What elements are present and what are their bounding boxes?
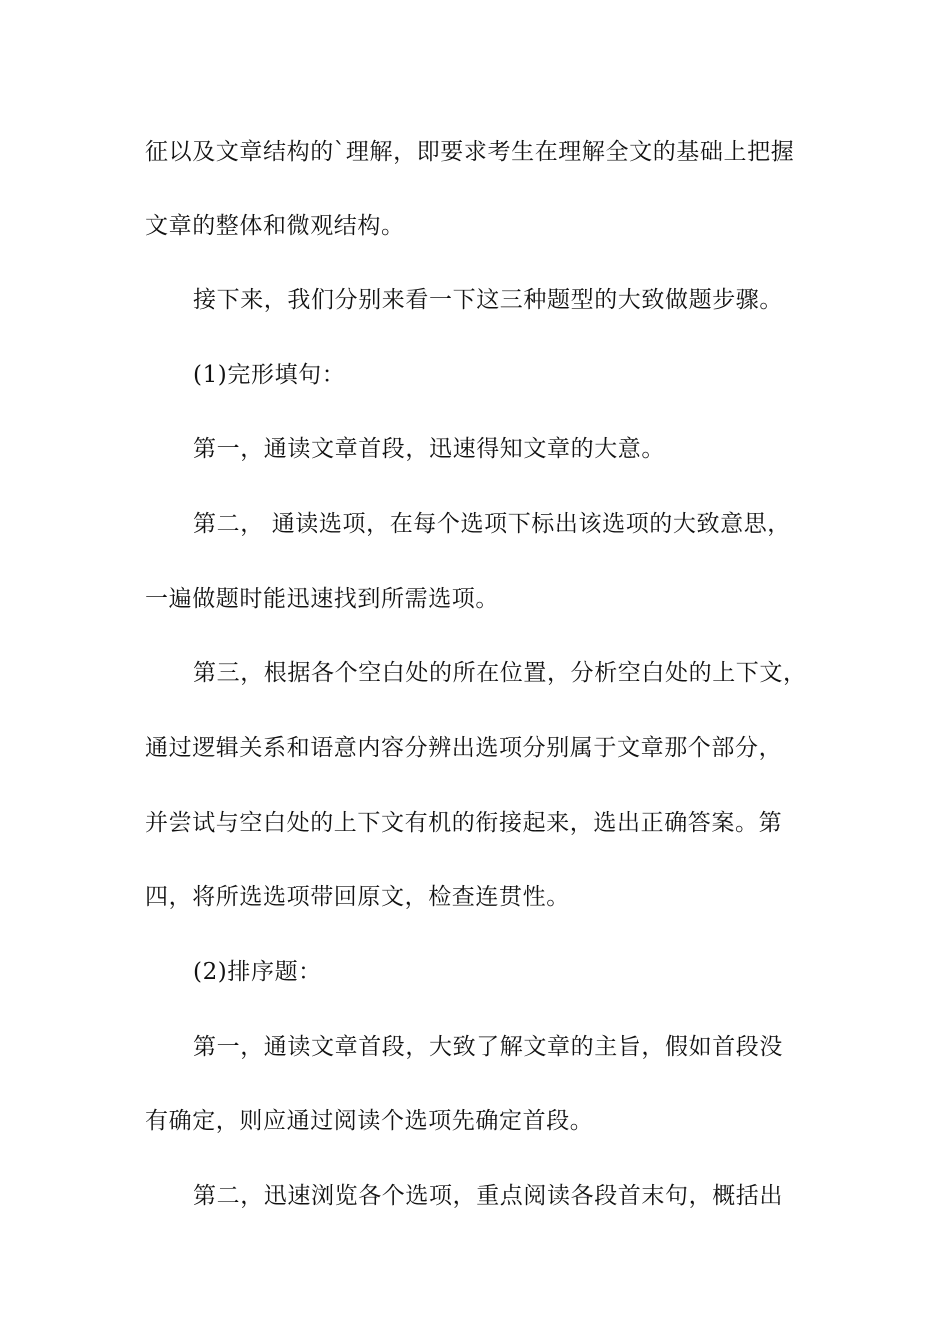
section-heading-1: (1)完形填句： xyxy=(193,362,346,388)
text-line-1: 征以及文章结构的`理解，即要求考生在理解全文的基础上把握 xyxy=(145,139,795,165)
text-line-3: 接下来，我们分别来看一下这三种题型的大致做题步骤。 xyxy=(193,287,783,313)
text-line-13: 第一，通读文章首段，大致了解文章的主旨，假如首段没 xyxy=(193,1034,783,1060)
section-heading-2: (2)排序题： xyxy=(193,959,322,985)
text-line-7: 一遍做题时能迅速找到所需选项。 xyxy=(145,586,499,612)
text-line-6: 第二， 通读选项，在每个选项下标出该选项的大致意思， xyxy=(193,511,791,537)
text-line-9: 通过逻辑关系和语意内容分辨出选项分别属于文章那个部分， xyxy=(145,735,783,761)
text-line-2: 文章的整体和微观结构。 xyxy=(145,213,405,239)
text-line-5: 第一，通读文章首段，迅速得知文章的大意。 xyxy=(193,436,665,462)
text-line-11: 四，将所选选项带回原文，检查连贯性。 xyxy=(145,884,570,910)
text-line-15: 第二，迅速浏览各个选项，重点阅读各段首末句，概括出 xyxy=(193,1183,783,1209)
text-line-10: 并尝试与空白处的上下文有机的衔接起来，选出正确答案。第 xyxy=(145,810,783,836)
text-line-8: 第三，根据各个空白处的所在位置，分析空白处的上下文， xyxy=(193,660,807,686)
text-line-14: 有确定，则应通过阅读个选项先确定首段。 xyxy=(145,1108,594,1134)
